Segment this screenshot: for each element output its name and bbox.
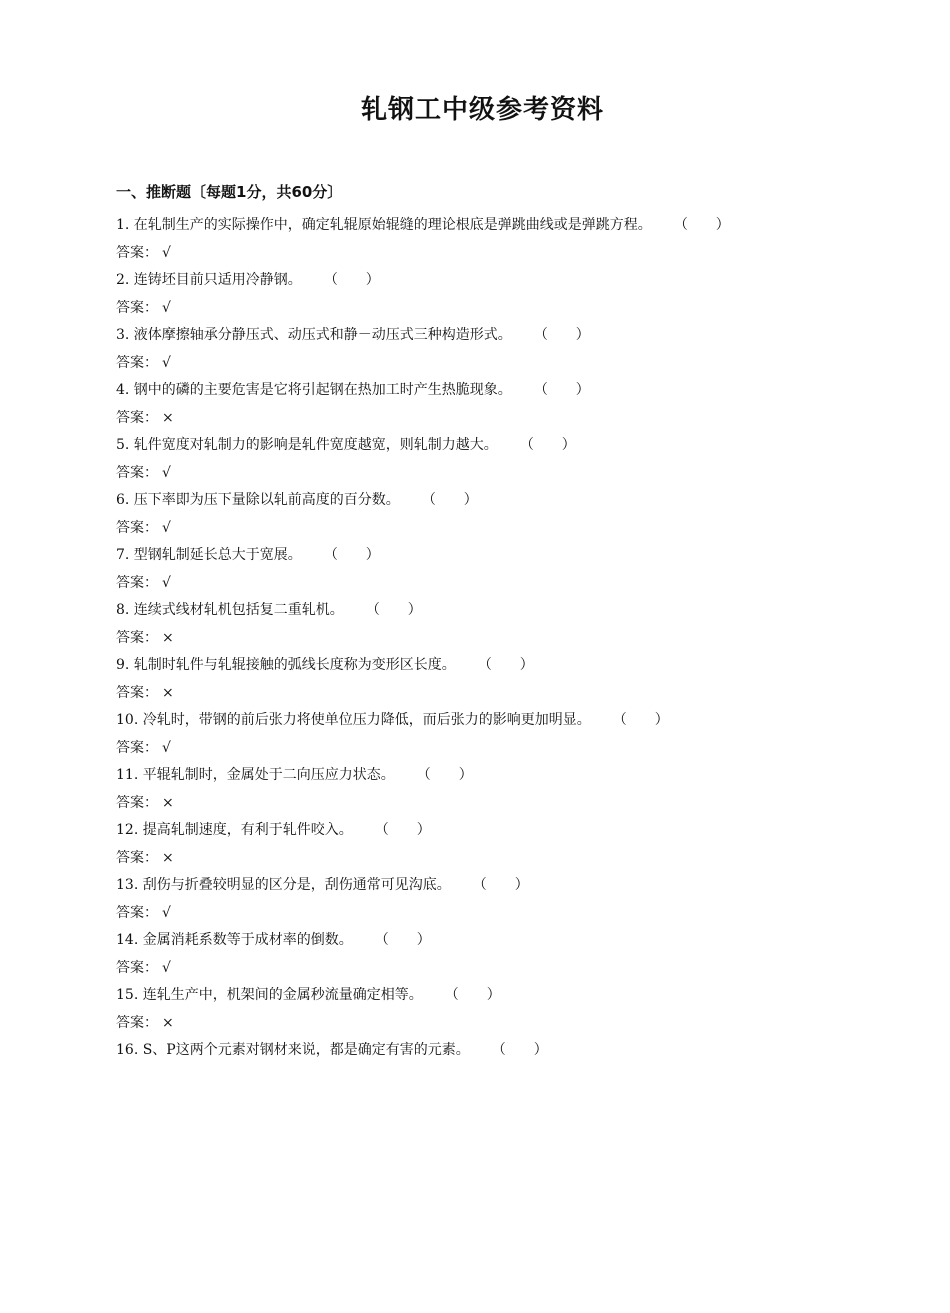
question-line	[116, 377, 896, 405]
answer-line	[116, 845, 896, 873]
answer-value: ×	[162, 849, 174, 866]
answer-blank: （ ）	[673, 217, 730, 233]
answer-blank: （ ）	[612, 712, 669, 728]
answer-line	[116, 240, 896, 268]
answer-label: 答案：	[116, 684, 158, 701]
question-line	[116, 762, 896, 790]
answer-label: 答案：	[116, 409, 158, 426]
question-item	[116, 487, 896, 542]
answer-line	[116, 1010, 896, 1038]
question-text: 12. 提高轧制速度，有利于轧件咬入。	[116, 822, 353, 838]
question-item	[116, 927, 896, 982]
answer-blank: （ ）	[491, 1042, 548, 1058]
question-item	[116, 707, 896, 762]
question-text: 13. 刮伤与折叠较明显的区分是，刮伤通常可见沟底。	[116, 877, 451, 893]
answer-value: √	[162, 464, 171, 481]
question-item	[116, 652, 896, 707]
question-item	[116, 872, 896, 927]
answer-blank: （ ）	[365, 602, 422, 618]
answer-blank: （ ）	[323, 272, 380, 288]
answer-blank: （ ）	[374, 822, 431, 838]
question-line	[116, 432, 896, 460]
question-text: 11. 平辊轧制时，金属处于二向压应力状态。	[116, 767, 395, 783]
question-text: 15. 连轧生产中，机架间的金属秒流量确定相等。	[116, 987, 423, 1003]
question-list	[116, 212, 896, 1065]
question-text: 2. 连铸坯目前只适用冷静钢。	[116, 272, 302, 288]
answer-line	[116, 625, 896, 653]
answer-line	[116, 900, 896, 928]
question-item	[116, 212, 896, 267]
answer-line	[116, 515, 896, 543]
answer-value: ×	[162, 409, 174, 426]
answer-blank: （ ）	[374, 932, 431, 948]
question-text: 3. 液体摩擦轴承分静压式、动压式和静－动压式三种构造形式。	[116, 327, 512, 343]
question-line	[116, 927, 896, 955]
question-text: 4. 钢中的磷的主要危害是它将引起钢在热加工时产生热脆现象。	[116, 382, 512, 398]
answer-value: √	[162, 299, 171, 316]
question-text: 14. 金属消耗系数等于成材率的倒数。	[116, 932, 353, 948]
answer-line	[116, 295, 896, 323]
answer-blank: （ ）	[533, 382, 590, 398]
answer-label: 答案：	[116, 739, 158, 756]
question-item	[116, 982, 896, 1037]
question-line	[116, 487, 896, 515]
question-line	[116, 817, 896, 845]
question-text: 9. 轧制时轧件与轧辊接触的弧线长度称为变形区长度。	[116, 657, 456, 673]
question-line	[116, 982, 896, 1010]
answer-label: 答案：	[116, 629, 158, 646]
answer-label: 答案：	[116, 354, 158, 371]
answer-value: ×	[162, 684, 174, 701]
answer-blank: （ ）	[472, 877, 529, 893]
answer-blank: （ ）	[519, 437, 576, 453]
answer-line	[116, 460, 896, 488]
answer-value: ×	[162, 794, 174, 811]
answer-value: √	[162, 904, 171, 921]
answer-line	[116, 680, 896, 708]
answer-line	[116, 570, 896, 598]
answer-blank: （ ）	[416, 767, 473, 783]
answer-label: 答案：	[116, 244, 158, 261]
question-item	[116, 542, 896, 597]
question-item	[116, 597, 896, 652]
question-line	[116, 872, 896, 900]
question-line	[116, 212, 896, 240]
question-line	[116, 707, 896, 735]
question-text: 7. 型钢轧制延长总大于宽展。	[116, 547, 302, 563]
question-text: 6. 压下率即为压下量除以轧前高度的百分数。	[116, 492, 400, 508]
question-item	[116, 762, 896, 817]
question-text: 1. 在轧制生产的实际操作中，确定轧辊原始辊缝的理论根底是弹跳曲线或是弹跳方程。	[116, 217, 652, 233]
question-line	[116, 542, 896, 570]
document-title: 轧钢工中级参考资料	[360, 95, 604, 125]
question-item	[116, 1037, 896, 1065]
answer-line	[116, 955, 896, 983]
answer-value: ×	[162, 1014, 174, 1031]
question-item	[116, 377, 896, 432]
answer-label: 答案：	[116, 849, 158, 866]
answer-label: 答案：	[116, 299, 158, 316]
answer-label: 答案：	[116, 794, 158, 811]
answer-blank: （ ）	[323, 547, 380, 563]
question-line	[116, 1037, 896, 1065]
question-item	[116, 817, 896, 872]
question-item	[116, 322, 896, 377]
question-text: 5. 轧件宽度对轧制力的影响是轧件宽度越宽，则轧制力越大。	[116, 437, 498, 453]
answer-line	[116, 790, 896, 818]
question-line	[116, 267, 896, 295]
answer-value: √	[162, 354, 171, 371]
question-line	[116, 322, 896, 350]
answer-line	[116, 405, 896, 433]
answer-line	[116, 350, 896, 378]
answer-label: 答案：	[116, 519, 158, 536]
answer-blank: （ ）	[533, 327, 590, 343]
answer-blank: （ ）	[444, 987, 501, 1003]
question-line	[116, 652, 896, 680]
answer-label: 答案：	[116, 574, 158, 591]
question-item	[116, 267, 896, 322]
answer-label: 答案：	[116, 959, 158, 976]
answer-label: 答案：	[116, 1014, 158, 1031]
question-text: 10. 冷轧时，带钢的前后张力将使单位压力降低，而后张力的影响更加明显。	[116, 712, 591, 728]
answer-value: √	[162, 739, 171, 756]
answer-line	[116, 735, 896, 763]
answer-value: √	[162, 519, 171, 536]
question-line	[116, 597, 896, 625]
section-heading: 一、推断题〔每题1分，共60分〕	[116, 183, 343, 201]
answer-label: 答案：	[116, 904, 158, 921]
answer-blank: （ ）	[477, 657, 534, 673]
answer-value: √	[162, 574, 171, 591]
answer-value: √	[162, 244, 171, 261]
answer-value: ×	[162, 629, 174, 646]
question-item	[116, 432, 896, 487]
answer-blank: （ ）	[421, 492, 478, 508]
question-text: 16. S、P这两个元素对钢材来说，都是确定有害的元素。	[116, 1042, 470, 1058]
answer-label: 答案：	[116, 464, 158, 481]
answer-value: √	[162, 959, 171, 976]
question-text: 8. 连续式线材轧机包括复二重轧机。	[116, 602, 344, 618]
